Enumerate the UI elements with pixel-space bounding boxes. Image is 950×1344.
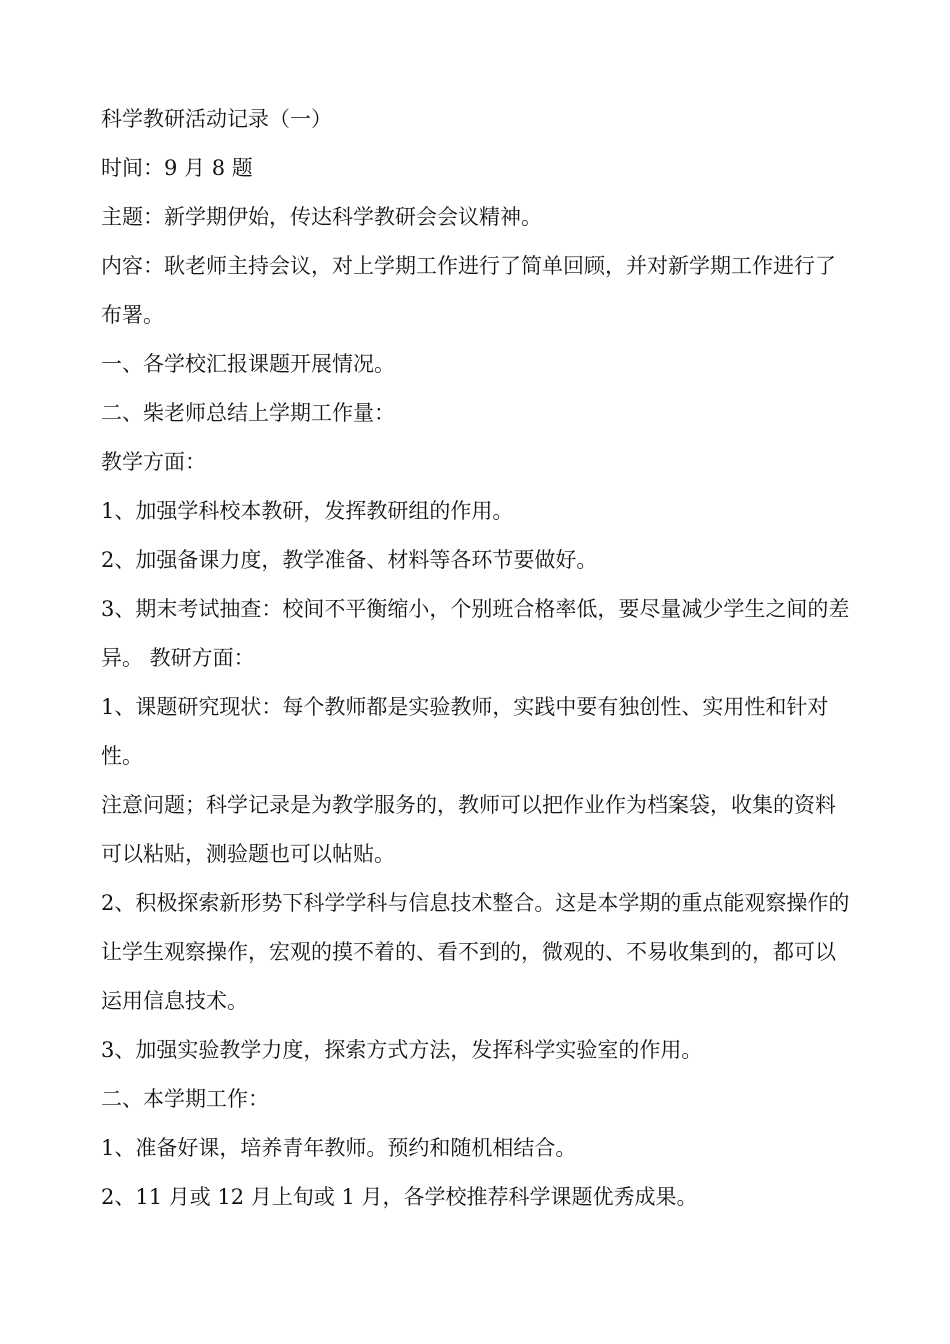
meeting-topic: 主题：新学期伊始，传达科学教研会会议精神。 <box>101 205 542 229</box>
meeting-time: 时间：9 月 8 题 <box>101 156 253 180</box>
document-body <box>101 95 853 1222</box>
section-last-term-summary: 二、柴老师总结上学期工作量： <box>101 401 395 425</box>
subheading-teaching: 教学方面： <box>101 450 206 474</box>
teaching-item-3: 3、期末考试抽查：校间不平衡缩小，个别班合格率低，要尽量减少学生之间的差异。 教研方面： <box>101 597 850 670</box>
work-item-2: 2、11 月或 12 月上旬或 1 月，各学校推荐科学课题优秀成果。 <box>101 1185 698 1209</box>
section-school-reports: 一、各学校汇报课题开展情况。 <box>101 352 395 376</box>
research-note: 注意问题；科学记录是为教学服务的，教师可以把作业作为档案袋，收集的资料可以粘贴，测验题也可以帖贴。 <box>101 793 836 866</box>
research-item-1: 1、课题研究现状：每个教师都是实验教师，实践中要有独创性、实用性和针对性。 <box>101 695 829 768</box>
research-item-2: 2、积极探索新形势下科学学科与信息技术整合。这是本学期的重点能观察操作的让学生观察操作，宏观的摸不着的、看不到的，微观的、不易收集到的，都可以运用信息技术。 <box>101 891 850 1013</box>
research-item-3: 3、加强实验教学力度，探索方式方法，发挥科学实验室的作用。 <box>101 1038 703 1062</box>
section-this-term-work: 二、本学期工作： <box>101 1087 269 1111</box>
teaching-item-2: 2、加强备课力度，教学准备、材料等各环节要做好。 <box>101 548 598 572</box>
meeting-content: 内容：耿老师主持会议，对上学期工作进行了简单回顾，并对新学期工作进行了布署。 <box>101 254 836 327</box>
teaching-item-1: 1、加强学科校本教研，发挥教研组的作用。 <box>101 499 514 523</box>
work-item-1: 1、准备好课，培养青年教师。预约和随机相结合。 <box>101 1136 577 1160</box>
document-title: 科学教研活动记录（一） <box>101 107 332 131</box>
